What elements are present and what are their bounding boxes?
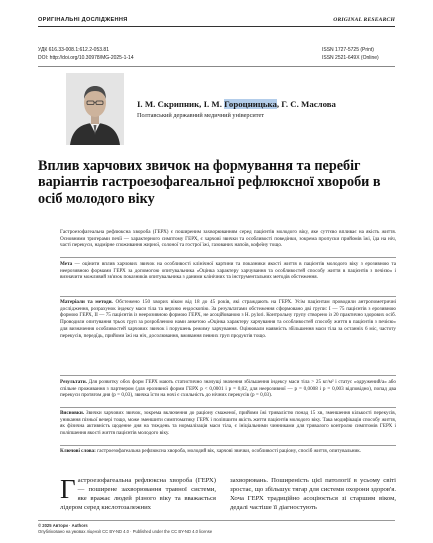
author-names: І. М. Скрипник, І. М. — [137, 99, 225, 109]
abstract-divider — [60, 375, 396, 376]
body-text-left: астроезофагеальна рефлюксна хвороба (ГЕРХ) — поширене захворювання травної системи, яке вражає людей різного віку та вважається лідером серед кислотозалежних — [60, 477, 216, 511]
header-divider — [38, 26, 395, 27]
abstract-keywords — [60, 448, 396, 455]
body-column-left — [60, 474, 216, 513]
doi-link[interactable]: DOI: http://doi.org/10.30978/MG-2025-1-14 — [38, 54, 134, 61]
udc-code: УДК 616.33-008.1:612.2-053.81 — [38, 47, 109, 53]
license-notice: Опубліковано на умовах ліцензії CC BY-ND 4.0 · Published under the CC BY-ND 4.0 license — [38, 529, 213, 534]
author-portrait-icon — [66, 73, 124, 145]
abstract-divider — [60, 445, 396, 446]
abstract-intro: Гастроезофагеальна рефлюксна хвороба (ГЕРХ) є поширеним захворюванням серед пацієнтів молодого віку, яке суттєво впливає на якість життя. Основними тригерами печії — характерного симптому ГЕРХ, є харчові звички та особливості поведінки, зокрема пропуски прийомів їжі, їда на ніч, часті перекуси, надмірне споживання жирної, солоної та гострої їжі, газованих напоїв, кофеїну тощо. — [60, 229, 396, 249]
abstract-aim — [60, 261, 396, 281]
drop-cap: Г — [60, 474, 76, 504]
author-names-rest: , Г. С. Маслова — [276, 99, 336, 109]
abstract-conclusions — [60, 410, 396, 437]
footer-divider — [38, 520, 395, 521]
meta-divider — [38, 66, 395, 67]
keywords-text: гастроезофагеальна рефлюксна хвороба, молодий вік, харчові звички, особливості раціону, спосіб життя, опитувальник. — [95, 448, 361, 454]
aim-label: Мета — [60, 261, 73, 267]
issn-online: ISSN 2521-649X (Online) — [322, 54, 379, 61]
article-title: Вплив харчових звичок на формування та перебіг варіантів гастроезофагеальної рефлюксної хвороби в осіб молодого віку — [38, 158, 381, 207]
aim-text: — оцінити вплив харчових звичок на особливості клінічної картини та показники якості життя в пацієнтів молодого віку з ерозивною та неерозивною формами ГЕРХ за допомогою опитувальника «Оцінка характеру харчування та особливостей способу життя в пацієнтів з печією» і визначити можливий зв'язок показників опитувальника з даними клінічних та інструментальних методів обстеження. — [60, 261, 396, 281]
results-text: Для розвитку обох форм ГЕРХ мають статистично значущі значення збільшення індексу маси тіла > 25 кг/м² і статус «одружений/а» або спільне проживання з партнером (для ерозивної форми ГЕРХ р < 0,0001 і р = 0,02, для неерозивної — р = 0,0008 і р = 0,003 відповідно), попад два перекуси протягом дня (р = 0,03), звичка їсти на ночі є схильність до нічних перекусів (р = 0,03). — [60, 379, 396, 399]
section-header-english: ORIGINAL RESEARCH — [333, 17, 395, 23]
author-list — [137, 99, 336, 109]
abstract-divider — [60, 257, 396, 258]
abstract-divider — [60, 407, 396, 408]
copyright-notice: © 2025 Автори · Authors — [38, 523, 88, 528]
affiliation: Полтавський державний медичний університет — [137, 112, 265, 119]
body-column-right: захворювань. Поширеність цієї патології в усьому світі зростає, що збільшує тягар для системи охорони здоров'я. Хоча ГЕРХ традиційно асоціюється зі старшим віком, дедалі частіше її діагностують — [230, 477, 396, 511]
article-identifiers — [38, 47, 134, 62]
section-header: ОРИГІНАЛЬНІ ДОСЛІДЖЕННЯ — [38, 17, 128, 23]
methods-text: Обстежено 150 хворих віком від 18 до 45 років, які страждають на ГЕРХ. Усім пацієнтам проводили антропометричні дослідження, розрахунок індексу маси тіла та верхню ендоскопію. За результатами обстеження сформовано дві групи: I — 75 пацієнтів з ерозивною формою ГЕРХ, II — 75 пацієнтів із неерозивною формою ГЕРХ, не асоційованою з H. pylori. Контрольну групу створено із 20 практично здорових осіб. Проводили опитування трьох груп за розробленою нами анкетою «Оцінка характеру харчування та особливостей способу життя в пацієнтів з печією» для визначення особливостей харчових звичок і порушень режиму харчування. Оцінювали наявність збільшення маси тіла за останніх 6 міс, частоту перекусів, передїдь, прийоми їжі на ніч, досолювання, вживання певних груп продуктів тощо. — [60, 299, 396, 339]
author-photo — [66, 73, 124, 145]
highlighted-author[interactable]: Гороцницька — [224, 99, 277, 109]
issn-block — [322, 47, 379, 62]
abstract-results — [60, 379, 396, 399]
conclusions-label: Висновки. — [60, 410, 85, 416]
keywords-label: Ключові слова: — [60, 448, 96, 454]
issn-print: ISSN 1727-5725 (Print) — [322, 47, 374, 53]
abstract-divider — [60, 296, 396, 297]
methods-label: Матеріали та методи. — [60, 299, 113, 305]
conclusions-text: Звички харчових звичок, зокрема включення до раціону смаженої, прийоми їжі тривалістю понад 15 хв, зменшення кількості перекусів, уникання пізньої вечері тощо, може зменшити симптоматику ГЕРХ і поліпшити якість життя пацієнтів молодого віку. Така модифікація способу життя, як фізична активність щоденне дня на тиждень та нормалізація маси тіла, є ініціальними чинниками для тривалого контролю симптомів ГЕРХ і поліпшення якості життя пацієнтів молодого віку. — [60, 410, 396, 437]
results-label: Результати. — [60, 379, 87, 385]
abstract-methods — [60, 299, 396, 339]
